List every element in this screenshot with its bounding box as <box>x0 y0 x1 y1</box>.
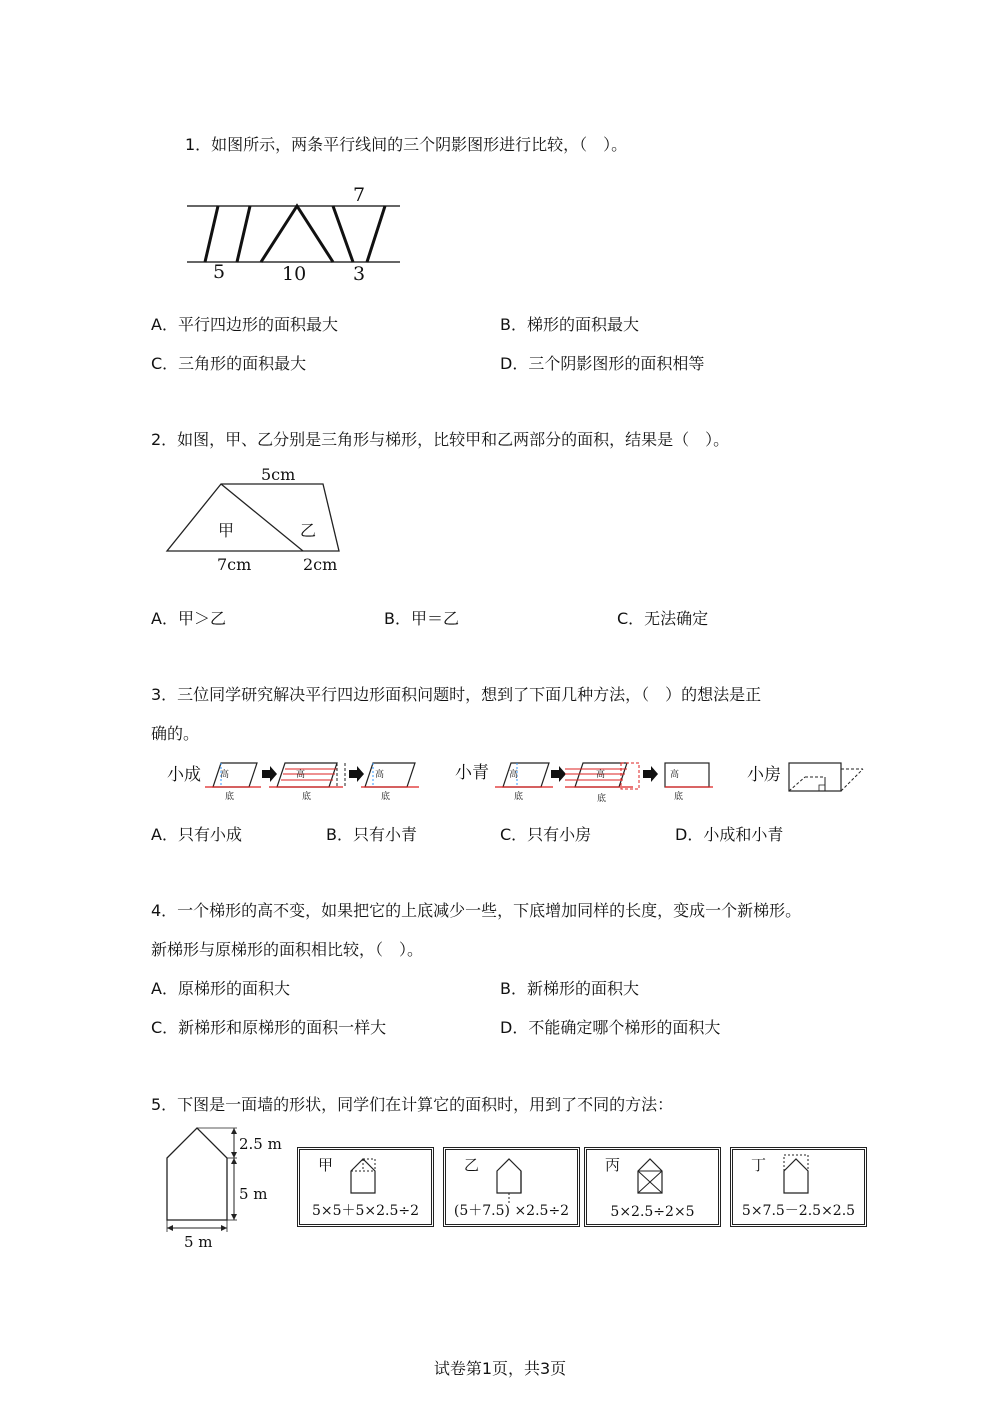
svg-text:高: 高 <box>375 770 385 780</box>
q4-stem-line2: 新梯形与原梯形的面积相比较，（ ）。 <box>151 940 424 959</box>
q3-option-b[interactable]: B．只有小青 <box>326 825 417 844</box>
q3-person-xiaofang: 小房 <box>747 765 781 785</box>
q1-label-b2: 10 <box>282 263 307 285</box>
q3-stem-line1: 3．三位同学研究解决平行四边形面积问题时，想到了下面几种方法，（ ）的想法是正 <box>151 685 762 704</box>
q5-label-w: 5 m <box>184 1233 213 1251</box>
q5-method-formula: (5＋7.5) ×2.5÷2 <box>453 1203 570 1219</box>
q5-method-label: 丙 <box>605 1156 621 1174</box>
q5-stem: 5．下图是一面墙的形状，同学们在计算它的面积时，用到了不同的方法： <box>151 1095 674 1114</box>
q2-label-jia: 甲 <box>218 521 235 540</box>
q3-person-xiaoqing: 小青 <box>455 763 489 783</box>
svg-text:底: 底 <box>381 792 391 802</box>
q5-method-yi <box>443 1147 580 1227</box>
svg-text:底: 底 <box>674 792 684 802</box>
q5-label-h2: 5 m <box>239 1185 268 1203</box>
q5-label-h1: 2.5 m <box>239 1135 282 1153</box>
q2-option-a[interactable]: A．甲＞乙 <box>151 609 226 628</box>
q1-option-d[interactable]: D．三个阴影图形的面积相等 <box>500 354 705 373</box>
svg-text:高: 高 <box>509 770 519 780</box>
svg-text:底: 底 <box>302 792 312 802</box>
q5-wall-figure <box>160 1122 285 1252</box>
q5-method-ding <box>730 1147 867 1227</box>
q2-label-top: 5cm <box>261 465 296 484</box>
q5-method-label: 甲 <box>318 1156 334 1174</box>
q2-stem: 2．如图，甲、乙分别是三角形与梯形，比较甲和乙两部分的面积，结果是（ ）。 <box>151 430 730 449</box>
q1-option-c[interactable]: C．三角形的面积最大 <box>151 354 307 373</box>
q1-label-b1: 5 <box>213 261 226 283</box>
q4-option-b[interactable]: B．新梯形的面积大 <box>500 979 639 998</box>
svg-text:底: 底 <box>597 794 607 804</box>
q1-label-top: 7 <box>353 184 366 206</box>
q3-person-xiaocheng: 小成 <box>167 765 201 785</box>
q1-option-b[interactable]: B．梯形的面积最大 <box>500 315 639 334</box>
q1-stem: 1．如图所示，两条平行线间的三个阴影图形进行比较，（ ）。 <box>185 135 628 154</box>
svg-text:高: 高 <box>220 770 230 780</box>
q5-method-formula: 5×5＋5×2.5÷2 <box>311 1203 420 1219</box>
q2-label-7cm: 7cm <box>217 555 252 574</box>
q2-option-b[interactable]: B．甲＝乙 <box>384 609 459 628</box>
q3-option-a[interactable]: A．只有小成 <box>151 825 242 844</box>
q4-stem-line1: 4．一个梯形的高不变，如果把它的上底减少一些，下底增加同样的长度，变成一个新梯形。 <box>151 901 802 920</box>
q4-option-a[interactable]: A．原梯形的面积大 <box>151 979 290 998</box>
q5-method-formula: 5×2.5÷2×5 <box>610 1204 695 1220</box>
q3-stem-line2: 确的。 <box>151 724 200 743</box>
svg-text:高: 高 <box>670 770 680 780</box>
q1-option-a[interactable]: A．平行四边形的面积最大 <box>151 315 338 334</box>
q1-label-b3: 3 <box>353 263 366 285</box>
page-footer: 试卷第1页，共3页 <box>433 1359 567 1378</box>
svg-text:底: 底 <box>514 792 524 802</box>
q3-figure <box>165 755 870 805</box>
q5-method-label: 丁 <box>751 1156 767 1174</box>
house-diagram-icon <box>345 1153 395 1198</box>
q3-option-c[interactable]: C．只有小房 <box>500 825 592 844</box>
house-diagram-icon <box>632 1153 682 1198</box>
q2-label-yi: 乙 <box>300 521 317 540</box>
house-diagram-icon <box>778 1153 828 1198</box>
svg-text:高: 高 <box>596 770 606 780</box>
q2-label-2cm: 2cm <box>303 555 338 574</box>
q2-figure <box>165 462 350 577</box>
house-diagram-icon <box>491 1153 541 1198</box>
q4-option-c[interactable]: C．新梯形和原梯形的面积一样大 <box>151 1018 387 1037</box>
svg-text:高: 高 <box>296 770 306 780</box>
q3-option-d[interactable]: D．小成和小青 <box>675 825 784 844</box>
q5-method-bing <box>584 1147 721 1227</box>
q5-method-label: 乙 <box>464 1156 480 1174</box>
q1-figure <box>185 182 405 287</box>
q4-option-d[interactable]: D．不能确定哪个梯形的面积大 <box>500 1018 721 1037</box>
q5-method-formula: 5×7.5－2.5×2.5 <box>741 1203 856 1219</box>
svg-text:底: 底 <box>225 792 235 802</box>
q2-option-c[interactable]: C．无法确定 <box>617 609 709 628</box>
q5-method-jia <box>297 1147 434 1227</box>
